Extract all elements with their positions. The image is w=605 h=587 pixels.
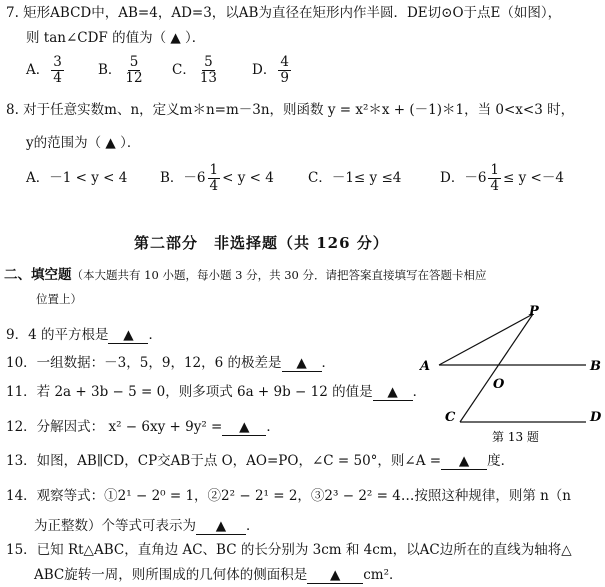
answer-blank: ▲ bbox=[441, 454, 487, 470]
q15-line1: 15．已知 Rt△ABC，直角边 AC、BC 的长分别为 3cm 和 4cm，以AC边所在的直线为轴将△ bbox=[6, 542, 572, 558]
q14-line2: 为正整数）个等式可表示为 ▲ ． bbox=[34, 518, 260, 534]
q8-line2: y的范围为（ ▲ ）． bbox=[26, 135, 141, 151]
fill-in-title: 二、填空题 bbox=[4, 267, 72, 283]
answer-blank: ▲ bbox=[108, 328, 148, 344]
answer-blank: ▲ bbox=[307, 568, 363, 584]
figure-caption: 第 13 题 bbox=[492, 430, 539, 444]
q8-option-b: B．－6 $\frac{1}{4}$ < y < 4 bbox=[160, 161, 274, 194]
line-cp bbox=[460, 314, 533, 422]
q15-line2: ABC旋转一周，则所围成的几何体的侧面积是 ▲ cm²． bbox=[34, 567, 403, 583]
q7-option-a: A． $\frac{3}{4}$ bbox=[26, 53, 62, 86]
answer-blank: ▲ bbox=[373, 385, 413, 401]
label-o: O bbox=[493, 377, 505, 392]
q13: 13．如图，AB∥CD，CP交AB于点 O，AO=PO，∠C = 50°，则∠A = ▲ 度． bbox=[6, 453, 515, 469]
q11: 11．若 2a + 3b − 5 = 0，则多项式 6a + 9b − 12 的值是 ▲ ． bbox=[6, 384, 427, 400]
q7-option-d: D． $\frac{4}{9}$ bbox=[252, 53, 289, 86]
fill-in-instructions: （本大题共有 10 小题，每小题 3 分，共 30 分．请把答案直接填写在答题卡相应 bbox=[71, 268, 487, 282]
fill-in-instructions-cont: 位置上） bbox=[36, 292, 82, 306]
line-ap bbox=[439, 314, 533, 365]
q7-line2: 则 tan∠CDF 的值为（ ▲ ）． bbox=[26, 30, 206, 46]
label-b: B bbox=[590, 359, 601, 374]
q8-options bbox=[26, 160, 564, 196]
q8-stem: 8. 对于任意实数m、n，定义m＊n=m－3n，则函数 y = x²＊x + (－1)＊1，当 0<x<3 时， bbox=[6, 102, 575, 118]
q8-option-d: D．－6 $\frac{1}{4}$ ≤ y <－4 bbox=[440, 161, 564, 194]
figure-13 bbox=[418, 300, 603, 445]
answer-blank: ▲ bbox=[222, 420, 266, 436]
q8-option-c: C．－1≤ y ≤4 bbox=[308, 170, 402, 186]
answer-blank: ▲ bbox=[282, 356, 322, 372]
q7-option-c: C． $\frac{5}{13}$ bbox=[172, 53, 218, 86]
q9: 9．4 的平方根是 ▲ ． bbox=[6, 327, 162, 343]
label-p: P bbox=[529, 304, 539, 319]
fill-in-header bbox=[4, 266, 487, 284]
q7-options bbox=[26, 52, 293, 88]
label-d: D bbox=[590, 410, 602, 425]
answer-blank: ▲ bbox=[196, 519, 246, 535]
label-c: C bbox=[445, 410, 456, 425]
q8-option-a: A．－1 < y < 4 bbox=[26, 170, 128, 186]
q12: 12．分解因式： x² − 6xy + 9y² = ▲ ． bbox=[6, 419, 280, 435]
section-title: 第二部分 非选择题（共 126 分） bbox=[134, 234, 389, 252]
q10: 10．一组数据：－3，5，9，12，6 的极差是 ▲ ． bbox=[6, 355, 336, 371]
q7-stem: 7. 矩形ABCD中，AB=4，AD=3，以AB为直径在矩形内作半圆．DE切⊙O于点E（如图）， bbox=[6, 5, 562, 21]
q14-line1: 14．观察等式：①2¹ − 2⁰ = 1，②2² − 2¹ = 2，③2³ − 2² = 4…按照这种规律，则第 n（n bbox=[6, 488, 571, 504]
q7-option-b: B． $\frac{5}{12}$ bbox=[98, 53, 143, 86]
label-a: A bbox=[420, 359, 431, 374]
